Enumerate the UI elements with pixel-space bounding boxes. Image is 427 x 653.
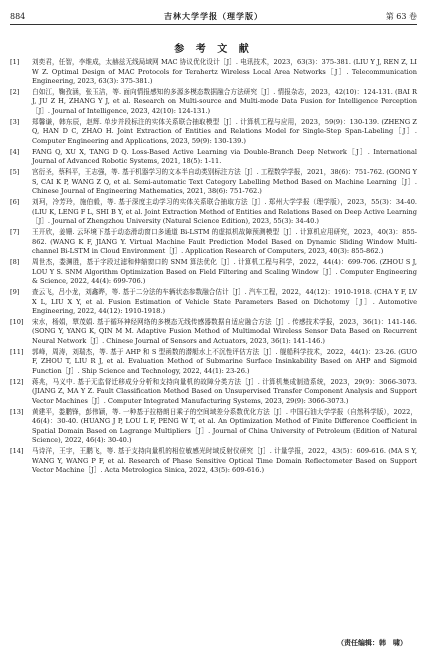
reference-number: [6] <box>10 198 20 207</box>
reference-number: [5] <box>10 168 20 177</box>
reference-text: 马诗洋，王宇，王鹏飞，等. 基于支持向量机的相位敏感光时域反射仪研究［J］. 计量学报，2022，43(5)：609-616. (MA S Y, WANG Y, WANG P F, et al. Research of Phase Sensitive Optical Time Domain Reflectometer Based on Support Vector Machine［J］. Acta Metrologica Sinica, 2022, 43(5): 609-616.) <box>32 447 417 475</box>
reference-list <box>10 58 417 477</box>
reference-number: [8] <box>10 258 20 267</box>
reference-number: [7] <box>10 228 20 237</box>
references-heading: 参 考 文 献 <box>174 44 253 55</box>
reference-item <box>10 118 417 147</box>
reference-text: 郭峰，周涛，刘瑞杰，等. 基于 AHP 和 S 型函数的潜艇水上不沉性评估方法［J］. 舰船科学技术，2022，44(1)：23-26. (GUO F, ZHOU T, LIU R J, et al. Evaluation Method of Submarine Surface Insinkability Based on AHP and Sigmoid Function［J］. Ship Science and Technology, 2022, 44(1): 23-26.) <box>32 347 417 375</box>
reference-number: [14] <box>10 447 24 456</box>
volume-label: 第 63 卷 <box>385 11 417 21</box>
page-number: 884 <box>10 11 26 21</box>
reference-text: 刘珂，冷芳玲，施伯毅，等. 基于深度主动学习的实体关系联合抽取方法［J］. 郑州大学学报（理学版），2023，55(3)：34-40. (LIU K, LENG F L, SHI B Y, et al. Joint Extraction Method of Entities and Relations Based on Deep Active Learning［J］. Journal of Zhengzhou University (Natural Science Edition), 2023, 55(3): 34-40.) <box>32 198 417 226</box>
reference-text: 刘奕君，任智，李维成，太赫兹无线局域网 MAC 协议优化设计［J］. 电讯技术，2023，63(3)：375-381. (LIU Y J, REN Z, LI W Z. Optimal Design of MAC Protocols for Terahertz Wireless Local Area Networks［J］. Telecommunication Engineering, 2023, 63(3): 375-381.) <box>32 58 417 86</box>
reference-item <box>10 408 417 446</box>
reference-item <box>10 58 417 87</box>
reference-number: [12] <box>10 377 24 386</box>
journal-name: 吉林大学学报（理学版） <box>164 10 263 21</box>
reference-text: 黄建平，娄鹏锋，彭伟颖，等. 一种基于拉格朗日乘子的空间域差分系数优化方法［J］. 中国石油大学学报（自然科学版），2022，46(4)：30-40. (HUANG J P, LOU L F, PENG W T, et al. An Optimization Method of Finite Difference Coefficient in Spatial Domain Based on Lagrange Multipliers［J］. Journal of China University of Petroleum (Edition of Natural Science), 2022, 46(4): 30-40.) <box>32 407 417 445</box>
reference-item <box>10 198 417 227</box>
running-header <box>10 8 417 25</box>
reference-number: [11] <box>10 347 24 356</box>
reference-number: [2] <box>10 87 20 96</box>
reference-number: [1] <box>10 58 20 66</box>
reference-item <box>10 148 417 167</box>
reference-text: 周世杰，娄渊胜，基于字段过滤和伸缩窗口的 SNM 算法优化［J］. 计算机工程与科学，2022，44(4)：699-706. (ZHOU S J, LOU Y S. SNM Algorithm Optimization Based on Field Filtering and Scaling Window［J］. Computer Engineering & Science, 2022, 44(4): 699-706.) <box>32 258 418 286</box>
reference-text: 宋水，杨娟，覃茂娟. 基于循环神经网络的多模态无线传感器数据自适应融合方法［J］. 传感技术学报，2023，36(1)：141-146. (SONG Y, YANG K, QIN M M. Adaptive Fusion Method of Multimodal Wireless Sensor Data Based on Recurrent Neural Network［J］. Chinese Journal of Sensors and Actuators, 2023, 36(1): 141-146.) <box>32 317 417 345</box>
reference-text: 宫衍圣，蔡科平，王志强，等. 基于机器学习的文本半自动类别标注方法［J］. 工程数学学报，2021，38(6)：751-762. (GONG Y S, CAI K P, WANG Z Q, et al. Semi-automatic Text Category Labelling Method Based on Machine Learning［J］. Chinese Journal of Engineering Mathematics, 2021, 38(6): 751-762.) <box>32 168 417 196</box>
reference-number: [9] <box>10 287 20 296</box>
reference-text: 白如江，鞠孜涵，张玉洁，等. 面向情报感知的多源多模态数据融合方法研究［J］. 情报杂志，2023，42(10)：124-131. (BAI R J, JU Z H, ZHANG Y J, et al. Research on Multi-source and Multi-mode Data Fusion for Intelligence Perception［J］. Journal of Intelligence, 2023, 42(10): 124-131.) <box>32 87 417 116</box>
reference-item <box>10 258 417 287</box>
reference-item <box>10 318 417 347</box>
editor-note: （责任编辑：韩 啸） <box>337 638 407 647</box>
reference-number: [13] <box>10 407 24 416</box>
reference-item <box>10 228 417 257</box>
reference-text: 王开欣，姜姗. 云环境下基于动态滑动窗口多通道 Bi-LSTM 的虚拟机故障预测模型［J］. 计算机应用研究，2023，40(3)：855-862. (WANG K F, JIANG Y. Virtual Machine Fault Prediction Model Based on Dynamic Sliding Window Multi-channel Bi-LSTM in Cloud Environment［J］. Application Research of Computers, 2023, 40(3): 855-862.) <box>32 228 417 256</box>
reference-item <box>10 348 417 377</box>
reference-number: [3] <box>10 117 20 126</box>
reference-text: FANG Q, XU X, TANG D Q. Loss-Based Active Learning via Double-Branch Deep Network［J］. International Journal of Advanced Robotic Systems, 2021, 18(5): 1-11. <box>32 147 417 166</box>
reference-number: [4] <box>10 147 20 156</box>
reference-text: 蒋兆，马义中. 基于无监督迁移成分分析和支持向量机的故障分类方法［J］. 计算机集成制造系统，2023，29(9)：3066-3073. (JIANG Z, MA Y Z. Fault Classification Method Based on Unsupervised Transfer Component Analysis and Support Vector Machines［J］. Computer Integrated Manufacturing Systems, 2023, 29(9): 3066-3073.) <box>32 377 417 405</box>
reference-item <box>10 168 417 197</box>
reference-item <box>10 288 417 317</box>
reference-text: 郑馨谦，韩东辰，赵辉. 单步并段标注的实体关系联合抽取模型［J］. 计算机工程与应用，2023，59(9)：130-139. (ZHENG Z Q, HAN D C, ZHAO H. Joint Extraction of Entities and Relations Model for Single-Step Span-Labeling［J］. Computer Engineering and Applications, 2023, 59(9): 130-139.) <box>32 117 417 145</box>
reference-item <box>10 378 417 407</box>
reference-text: 查云飞，吕小龙，刘鑫晔，等. 基于二分法的车辆状态参数融合估计［J］. 汽车工程，2022，44(12)：1910-1918. (CHA Y F, LV X L, LIU X Y, et al. Fusion Estimation of Vehicle State Parameters Based on Dichotomy［J］. Automotive Engineering, 2022, 44(12): 1910-1918.) <box>32 287 417 316</box>
reference-number: [10] <box>10 317 24 326</box>
reference-item <box>10 88 417 117</box>
reference-item <box>10 447 417 476</box>
